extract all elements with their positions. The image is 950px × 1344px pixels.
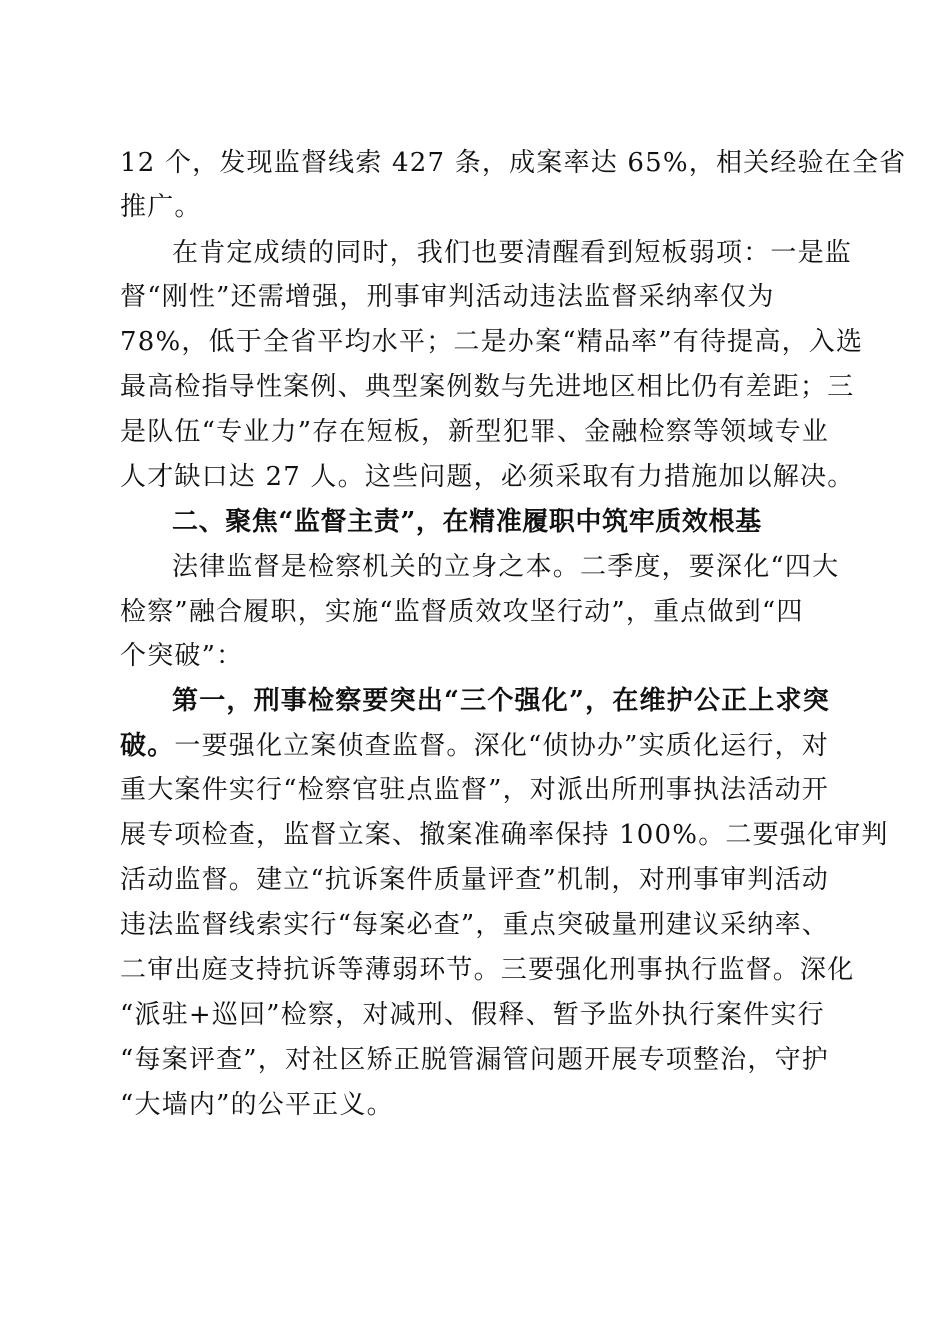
paragraph-line: 违法监督线索实行“每案必查”，重点突破量刑建议采纳率、 <box>120 910 829 940</box>
paragraph-line: 重大案件实行“检察官驻点监督”，对派出所刑事执法活动开 <box>120 775 829 805</box>
paragraph-line: 检察”融合履职，实施“监督质效攻坚行动”，重点做到“四 <box>120 597 804 627</box>
paragraph-line: “大墙内”的公平正义。 <box>120 1090 394 1120</box>
paragraph-line: 个突破”： <box>120 641 244 671</box>
paragraph-line: 是队伍“专业力”存在短板，新型犯罪、金融检察等领域专业 <box>120 417 829 447</box>
section-heading: 二、聚焦“监督主责”，在精准履职中筑牢质效根基 <box>172 507 762 537</box>
paragraph-line: 法律监督是检察机关的立身之本。二季度，要深化“四大 <box>172 552 840 582</box>
paragraph-text: 一要强化立案侦查监督。深化“侦协办”实质化运行，对 <box>174 731 829 761</box>
paragraph-line: 活动监督。建立“抗诉案件质量评查”机制，对刑事审判活动 <box>120 865 829 895</box>
paragraph-line: “每案评查”，对社区矫正脱管漏管问题开展专项整治，守护 <box>120 1045 829 1075</box>
paragraph-line: 推广。 <box>120 192 202 222</box>
paragraph-line: 二审出庭支持抗诉等薄弱环节。三要强化刑事执行监督。深化 <box>120 955 855 985</box>
subsection-heading-tail: 破。 <box>120 731 175 761</box>
paragraph-line: 78%，低于全省平均水平；二是办案“精品率”有待提高，入选 <box>120 327 864 357</box>
paragraph-line: 人才缺口达 27 人。这些问题，必须采取有力措施加以解决。 <box>120 462 855 492</box>
paragraph-line <box>120 726 829 766</box>
subsection-heading-line: 第一，刑事检察要突出“三个强化”，在维护公正上求突 <box>172 686 830 716</box>
paragraph-line: 展专项检查，监督立案、撤案准确率保持 100%。二要强化审判 <box>120 820 889 850</box>
paragraph-line: 督“刚性”还需增强，刑事审判活动违法监督采纳率仅为 <box>120 282 775 312</box>
paragraph-line: “派驻+巡回”检察，对减刑、假释、暂予监外执行案件实行 <box>120 1000 825 1030</box>
paragraph-line: 12 个，发现监督线索 427 条，成案率达 65%，相关经验在全省 <box>120 148 907 178</box>
paragraph-line: 在肯定成绩的同时，我们也要清醒看到短板弱项：一是监 <box>172 238 853 268</box>
paragraph-line: 最高检指导性案例、典型案例数与先进地区相比仍有差距；三 <box>120 372 855 402</box>
